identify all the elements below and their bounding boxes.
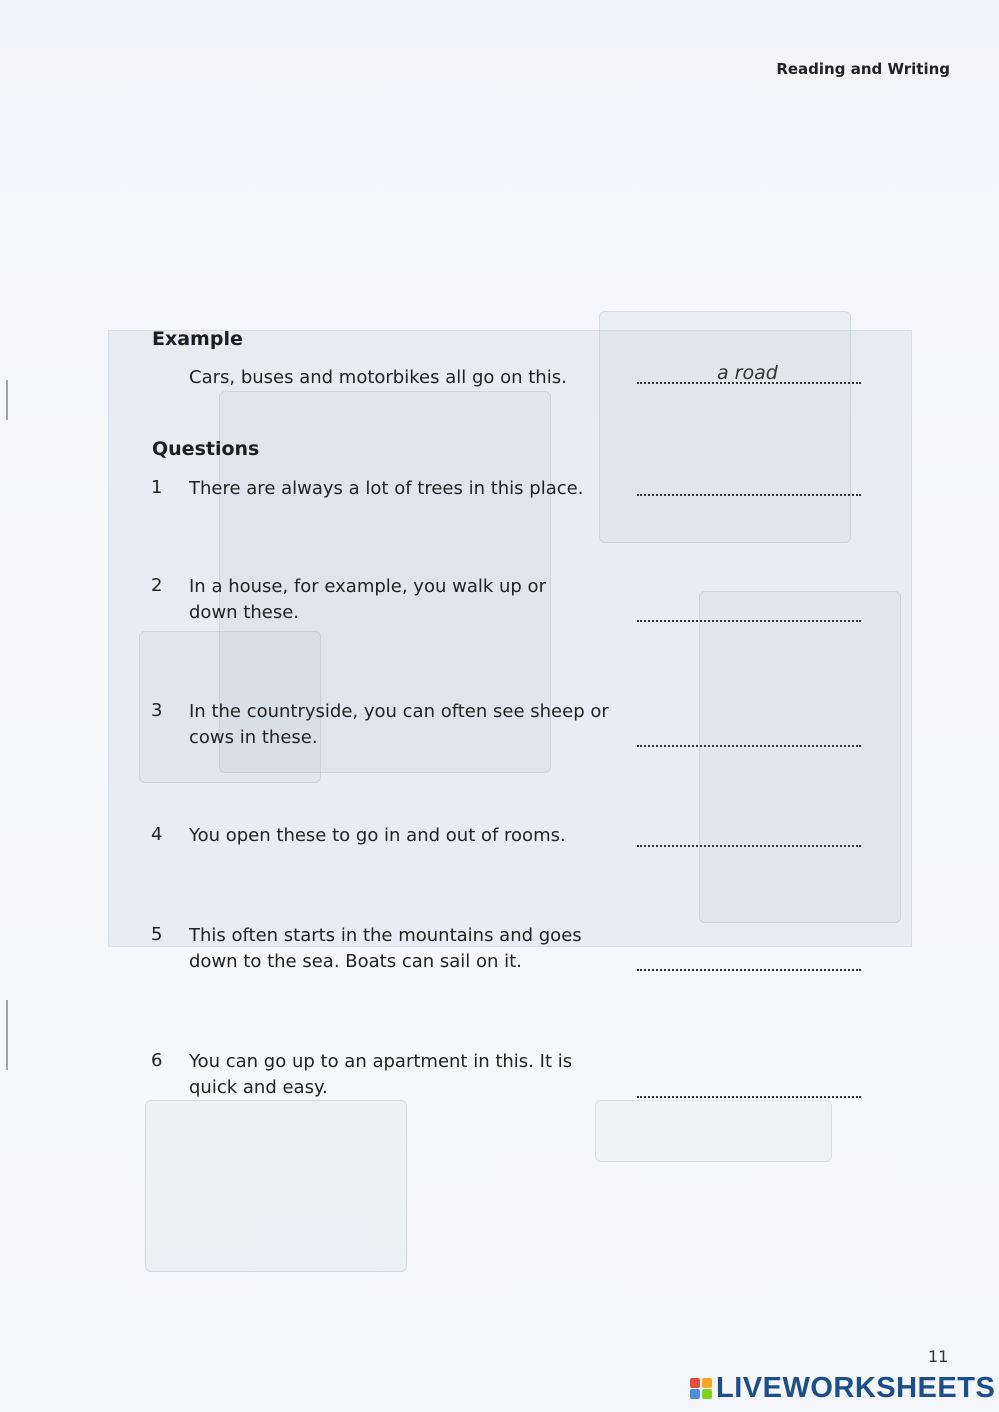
page-number: 11 bbox=[928, 1347, 949, 1366]
liveworksheets-logo-icon bbox=[690, 1378, 712, 1400]
question-text-3: In the countryside, you can often see sheep or cows in these. bbox=[189, 701, 609, 748]
scan-edge-mark bbox=[6, 380, 8, 420]
example-text: Cars, buses and motorbikes all go on this. bbox=[189, 367, 567, 388]
liveworksheets-logo-text: LIVEWORKSHEETS bbox=[716, 1372, 996, 1404]
question-number-5: 5 bbox=[151, 924, 163, 945]
liveworksheets-logo[interactable] bbox=[690, 1372, 995, 1405]
questions-label: Questions bbox=[152, 438, 260, 460]
ghost-box bbox=[595, 1100, 832, 1162]
question-number-3: 3 bbox=[151, 700, 163, 721]
answer-field-3[interactable] bbox=[637, 745, 861, 747]
question-text-4: You open these to go in and out of rooms. bbox=[189, 825, 566, 846]
answer-field-6[interactable] bbox=[637, 1096, 861, 1098]
question-text-6: You can go up to an apartment in this. It is quick and easy. bbox=[189, 1051, 573, 1098]
question-number-1: 1 bbox=[151, 477, 163, 498]
example-label: Example bbox=[152, 328, 243, 350]
answer-field-4[interactable] bbox=[637, 845, 861, 847]
question-number-6: 6 bbox=[151, 1050, 163, 1071]
answer-field-5[interactable] bbox=[637, 969, 861, 971]
scan-edge-mark bbox=[6, 1000, 8, 1070]
answer-field-2[interactable] bbox=[637, 620, 861, 622]
ghost-box bbox=[699, 591, 901, 923]
ghost-image-panel bbox=[108, 330, 912, 947]
question-text-2: In a house, for example, you walk up or down these. bbox=[189, 576, 546, 623]
question-text-5: This often starts in the mountains and goes down to the sea. Boats can sail on it. bbox=[189, 925, 582, 972]
ghost-box bbox=[145, 1100, 407, 1272]
page-header: Reading and Writing bbox=[776, 60, 950, 78]
question-number-4: 4 bbox=[151, 824, 163, 845]
example-answer-line bbox=[637, 382, 861, 384]
answer-field-1[interactable] bbox=[637, 494, 861, 496]
question-text-1: There are always a lot of trees in this place. bbox=[189, 478, 584, 499]
example-answer: a road bbox=[717, 362, 778, 384]
ghost-box bbox=[599, 311, 851, 543]
question-number-2: 2 bbox=[151, 575, 163, 596]
